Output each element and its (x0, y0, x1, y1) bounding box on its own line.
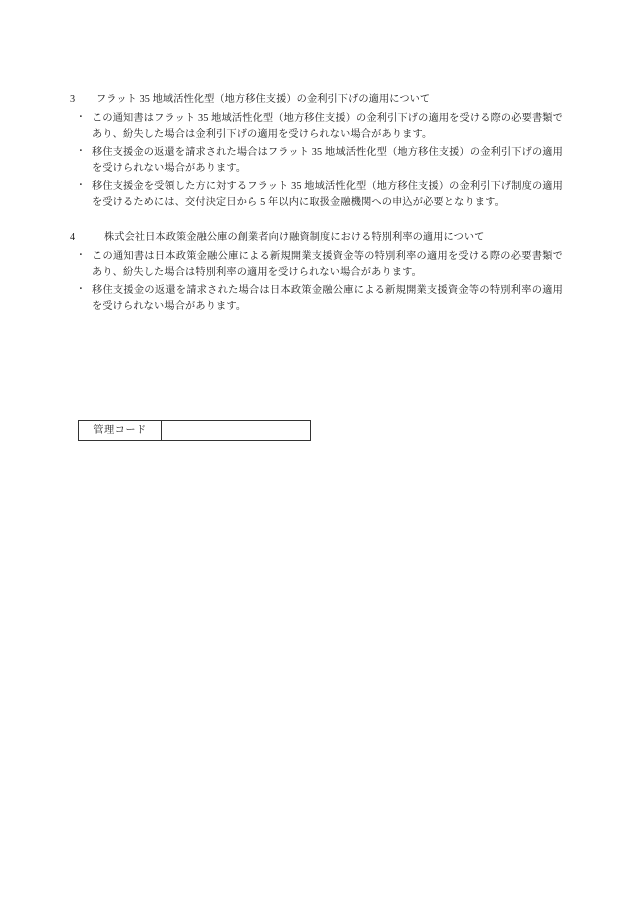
list-item (70, 145, 564, 178)
list-item (70, 249, 564, 282)
document-section-3 (70, 92, 564, 212)
table-row (79, 421, 311, 441)
bullet-point-icon: ・ (76, 146, 86, 157)
section-title: フラット 35 地域活性化型（地方移住支援）の金利引下げの適用について (96, 94, 431, 105)
section-bullet-list (70, 111, 564, 212)
list-item-text: この通知書は日本政策金融公庫による新規開業支援資金等の特別利率の適用を受ける際の必要書類であり、紛失した場合は特別利率の適用を受けられない場合があります。 (92, 250, 563, 279)
list-item (70, 179, 564, 212)
management-code-label: 管理コード (79, 421, 162, 441)
bullet-point-icon: ・ (76, 180, 86, 191)
management-code-table (78, 420, 311, 441)
management-code-value[interactable] (162, 421, 311, 441)
document-section-4 (70, 230, 564, 316)
list-item (70, 111, 564, 144)
document-body (70, 92, 564, 334)
section-number: 4 (70, 231, 76, 243)
section-spacer (82, 230, 104, 246)
section-heading (70, 230, 564, 246)
section-spacer (82, 92, 96, 108)
bullet-point-icon: ・ (76, 284, 86, 295)
management-code-table-wrapper (78, 420, 311, 441)
list-item (70, 283, 564, 316)
bullet-point-icon: ・ (76, 112, 86, 123)
list-item-text: 移住支援金を受領した方に対するフラット 35 地域活性化型（地方移住支援）の金利引下げ制度の適用を受けるためには、交付決定日から 5 年以内に取扱金融機関への申込が必要となります。 (92, 180, 563, 209)
section-heading (70, 92, 564, 108)
section-bullet-list (70, 249, 564, 316)
list-item-text: この通知書はフラット 35 地域活性化型（地方移住支援）の金利引下げの適用を受ける際の必要書類であり、紛失した場合は金利引下げの適用を受けられない場合があります。 (92, 112, 563, 141)
bullet-point-icon: ・ (76, 250, 86, 261)
list-item-text: 移住支援金の返還を請求された場合はフラット 35 地域活性化型（地方移住支援）の金利引下げの適用を受けられない場合があります。 (92, 146, 563, 175)
section-number: 3 (70, 94, 76, 105)
list-item-text: 移住支援金の返還を請求された場合は日本政策金融公庫による新規開業支援資金等の特別利率の適用を受けられない場合があります。 (92, 284, 563, 313)
section-title: 株式会社日本政策金融公庫の創業者向け融資制度における特別利率の適用について (104, 231, 485, 243)
